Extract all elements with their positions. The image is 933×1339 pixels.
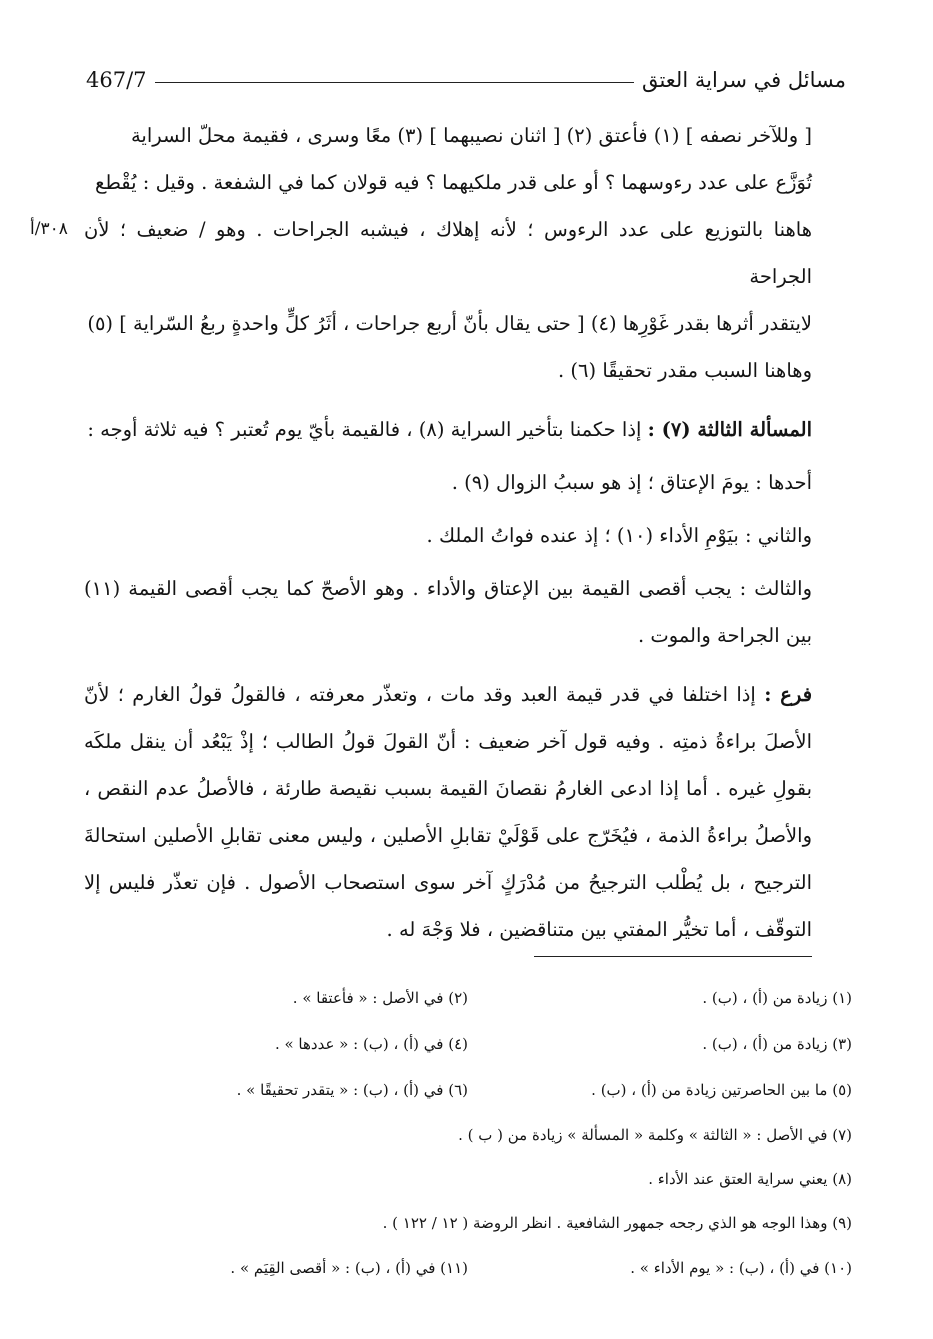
body-line: [ وللآخر نصفه ] (١) فأعتق (٢) [ اثنان نصيبهما ] (٣) معًا وسرى ، فقيمة محلّ السراية bbox=[130, 124, 812, 147]
footnote-row bbox=[84, 1201, 852, 1245]
page-number: 467/7 bbox=[86, 68, 147, 92]
footnote-10: (١٠) في (أ) ، (ب) : « يوم الأداء » . bbox=[630, 1259, 852, 1277]
body-line: لايتقدر أثرها بقدر غَوْرِها (٤) [ حتى يقال بأنّ أربع جراحات ، أثَرُ كلٍّ واحدةٍ ربعُ السّراية ] (٥) bbox=[87, 312, 812, 335]
footnote-row bbox=[84, 1245, 852, 1291]
main-text bbox=[84, 112, 812, 953]
footnote-row bbox=[84, 1021, 852, 1067]
footnote-row bbox=[84, 1113, 852, 1157]
footnote-7: (٧) في الأصل : « الثالثة » وكلمة « المسألة » زيادة من ( ب ) . bbox=[458, 1126, 852, 1144]
footnote-2: (٢) في الأصل : « فأعتقا » . bbox=[292, 989, 468, 1007]
masala-paragraph bbox=[84, 406, 812, 453]
footnote-separator bbox=[534, 956, 812, 957]
aspect-second: والثاني : بيَوْمِ الأداء (١٠) ؛ إذ عنده فواتُ الملك . bbox=[426, 524, 812, 547]
aspect-first: أحدها : يومَ الإعتاق ؛ إذ هو سببُ الزوال (٩) . bbox=[451, 471, 812, 494]
header-rule bbox=[155, 82, 634, 83]
body-line: هاهنا بالتوزيع على عدد الرءوس ؛ لأنه إهلاك ، فيشبه الجراحات . وهو / ضعيف ؛ لأن الجراحة bbox=[84, 218, 812, 288]
body-line: وهاهنا السبب مقدر تحقيقًا (٦) . bbox=[558, 359, 812, 382]
footnote-4: (٤) في (أ) ، (ب) : « عددها » . bbox=[274, 1035, 468, 1053]
footnote-1: (١) زيادة من (أ) ، (ب) . bbox=[702, 989, 852, 1007]
far-text: إذا اختلفا في قدر قيمة العبد وقد مات ، وتعذّر معرفته ، فالقولُ قولُ الغارم ؛ لأنّ الأصلَ براءةُ ذمتِه . وفيه قول آخر ضعيف : أنّ القولَ قولُ الطالب ؛ إذْ يَبْعُد أن ينقل ملكَه بقولِ غيره . أما إذا ادعى الغارمُ نقصانَ القيمة بسبب نقيصة طارئة ، فالأصلُ عدم النقص ، والأصلُ براءةُ الذمة ، فيُخَرّج على قَوْلَيْ تقابلِ الأصلين ، وليس معنى تقابلِ الأصلين استحالةَ الترجيح ، بل يُطْلب الترجيحُ من مُدْرَكٍ آخر سوى استصحاب الأصول . فإن تعذّر فليس إلا التوقّف ، أما تخيُّر المفتي بين متناقضين ، فلا وَجْهَ له . bbox=[84, 683, 812, 941]
footnote-8: (٨) يعني سراية العتق عند الأداء . bbox=[648, 1170, 852, 1188]
footnote-3: (٣) زيادة من (أ) ، (ب) . bbox=[702, 1035, 852, 1053]
footnote-5: (٥) ما بين الحاصرتين زيادة من (أ) ، (ب) . bbox=[591, 1081, 852, 1099]
body-line: تُوَزَّع على عدد رءوسهما ؟ أو على قدر ملكيهما ؟ فيه قولان كما في الشفعة . وقيل : يُقْطع bbox=[94, 171, 812, 194]
footnote-9: (٩) وهذا الوجه هو الذي رجحه جمهور الشافعية . انظر الروضة ( ١٢ / ١٢٢ ) . bbox=[382, 1214, 852, 1232]
footnote-row bbox=[84, 975, 852, 1021]
far-paragraph bbox=[84, 671, 812, 953]
aspect-third: والثالث : يجب أقصى القيمة بين الإعتاق والأداء . وهو الأصحّ كما يجب أقصى القيمة (١١) بين الجراحة والموت . bbox=[84, 577, 812, 647]
footnotes bbox=[84, 975, 852, 1291]
footnote-6: (٦) في (أ) ، (ب) : « يتقدر تحقيقًا » . bbox=[236, 1081, 468, 1099]
far-label: فرع : bbox=[764, 683, 813, 706]
masala-text: إذا حكمنا بتأخير السراية (٨) ، فالقيمة بأيّ يوم تُعتبر ؟ فيه ثلاثة أوجه : bbox=[87, 418, 642, 441]
masala-heading: المسألة الثالثة (٧) : bbox=[647, 418, 812, 441]
footnote-row bbox=[84, 1067, 852, 1113]
footnote-row bbox=[84, 1157, 852, 1201]
running-title: مسائل في سراية العتق bbox=[641, 68, 846, 92]
margin-folio-note: ٣٠٨/أ bbox=[30, 219, 68, 239]
page-header bbox=[86, 58, 846, 92]
footnote-11: (١١) في (أ) ، (ب) : « أقصى القِيَم » . bbox=[230, 1259, 468, 1277]
